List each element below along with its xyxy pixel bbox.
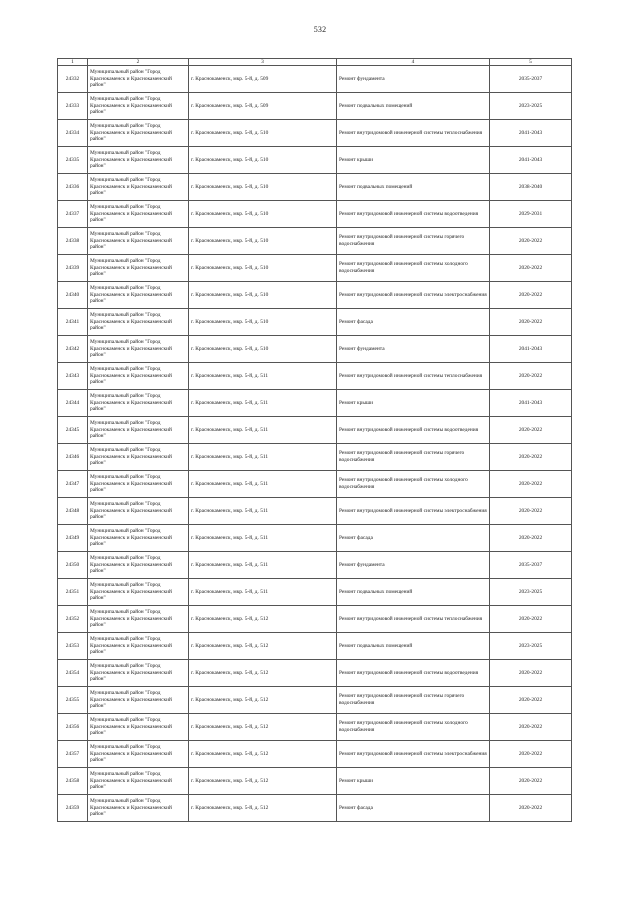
district-cell: Муниципальный район "Город Краснокаменск и Краснокаменский район" <box>88 525 189 552</box>
table-row <box>58 768 572 795</box>
work-type-cell: Ремонт внутридомовой инженерной системы холодного водоснабжения <box>337 255 490 282</box>
table-row <box>58 363 572 390</box>
row-number-cell: 24339 <box>58 255 88 282</box>
work-type-cell: Ремонт внутридомовой инженерной системы электроснабжения <box>337 741 490 768</box>
period-cell: 2020-2022 <box>490 795 572 822</box>
row-number-cell: 24353 <box>58 633 88 660</box>
row-number-cell: 24349 <box>58 525 88 552</box>
table-row <box>58 687 572 714</box>
period-cell: 2041-2043 <box>490 336 572 363</box>
period-cell: 2020-2022 <box>490 417 572 444</box>
table-row <box>58 714 572 741</box>
period-cell: 2023-2025 <box>490 93 572 120</box>
period-cell: 2020-2022 <box>490 714 572 741</box>
table-row <box>58 390 572 417</box>
row-number-cell: 24347 <box>58 471 88 498</box>
period-cell: 2041-2043 <box>490 120 572 147</box>
address-cell: г. Краснокаменск, мкр. 5-й, д. 509 <box>189 93 337 120</box>
row-number-cell: 24346 <box>58 444 88 471</box>
period-cell: 2041-2043 <box>490 390 572 417</box>
work-type-cell: Ремонт внутридомовой инженерной системы горячего водоснабжения <box>337 228 490 255</box>
district-cell: Муниципальный район "Город Краснокаменск и Краснокаменский район" <box>88 120 189 147</box>
address-cell: г. Краснокаменск, мкр. 5-й, д. 510 <box>189 174 337 201</box>
table-row <box>58 255 572 282</box>
row-number-cell: 24345 <box>58 417 88 444</box>
column-header-district: 2 <box>88 59 189 66</box>
table-row <box>58 633 572 660</box>
address-cell: г. Краснокаменск, мкр. 5-й, д. 511 <box>189 417 337 444</box>
period-cell: 2020-2022 <box>490 255 572 282</box>
column-header-address: 3 <box>189 59 337 66</box>
column-header-number: 1 <box>58 59 88 66</box>
period-cell: 2020-2022 <box>490 444 572 471</box>
row-number-cell: 24354 <box>58 660 88 687</box>
district-cell: Муниципальный район "Город Краснокаменск и Краснокаменский район" <box>88 795 189 822</box>
work-type-cell: Ремонт крыши <box>337 147 490 174</box>
period-cell: 2020-2022 <box>490 363 572 390</box>
work-type-cell: Ремонт внутридомовой инженерной системы теплоснабжения <box>337 120 490 147</box>
table-row <box>58 606 572 633</box>
address-cell: г. Краснокаменск, мкр. 5-й, д. 510 <box>189 309 337 336</box>
table-row <box>58 471 572 498</box>
district-cell: Муниципальный район "Город Краснокаменск и Краснокаменский район" <box>88 174 189 201</box>
work-type-cell: Ремонт внутридомовой инженерной системы холодного водоснабжения <box>337 714 490 741</box>
row-number-cell: 24336 <box>58 174 88 201</box>
address-cell: г. Краснокаменск, мкр. 5-й, д. 510 <box>189 120 337 147</box>
row-number-cell: 24357 <box>58 741 88 768</box>
table-row <box>58 579 572 606</box>
district-cell: Муниципальный район "Город Краснокаменск и Краснокаменский район" <box>88 633 189 660</box>
period-cell: 2020-2022 <box>490 525 572 552</box>
period-cell: 2020-2022 <box>490 498 572 525</box>
page-number: 532 <box>313 25 327 34</box>
work-type-cell: Ремонт фасада <box>337 525 490 552</box>
work-type-cell: Ремонт внутридомовой инженерной системы электроснабжения <box>337 498 490 525</box>
table-row <box>58 309 572 336</box>
table-row <box>58 525 572 552</box>
work-type-cell: Ремонт подвальных помещений <box>337 579 490 606</box>
table-body <box>58 66 572 822</box>
work-type-cell: Ремонт внутридомовой инженерной системы холодного водоснабжения <box>337 471 490 498</box>
address-cell: г. Краснокаменск, мкр. 5-й, д. 512 <box>189 795 337 822</box>
work-type-cell: Ремонт подвальных помещений <box>337 174 490 201</box>
row-number-cell: 24355 <box>58 687 88 714</box>
district-cell: Муниципальный район "Город Краснокаменск и Краснокаменский район" <box>88 714 189 741</box>
address-cell: г. Краснокаменск, мкр. 5-й, д. 512 <box>189 633 337 660</box>
column-header-period: 5 <box>490 59 572 66</box>
district-cell: Муниципальный район "Город Краснокаменск и Краснокаменский район" <box>88 498 189 525</box>
table-row <box>58 336 572 363</box>
period-cell: 2023-2025 <box>490 633 572 660</box>
district-cell: Муниципальный район "Город Краснокаменск и Краснокаменский район" <box>88 336 189 363</box>
table-row <box>58 201 572 228</box>
address-cell: г. Краснокаменск, мкр. 5-й, д. 511 <box>189 363 337 390</box>
row-number-cell: 24343 <box>58 363 88 390</box>
row-number-cell: 24335 <box>58 147 88 174</box>
work-type-cell: Ремонт внутридомовой инженерной системы горячего водоснабжения <box>337 687 490 714</box>
district-cell: Муниципальный район "Город Краснокаменск и Краснокаменский район" <box>88 660 189 687</box>
row-number-cell: 24344 <box>58 390 88 417</box>
district-cell: Муниципальный район "Город Краснокаменск и Краснокаменский район" <box>88 390 189 417</box>
address-cell: г. Краснокаменск, мкр. 5-й, д. 512 <box>189 687 337 714</box>
period-cell: 2035-2037 <box>490 66 572 93</box>
district-cell: Муниципальный район "Город Краснокаменск и Краснокаменский район" <box>88 768 189 795</box>
row-number-cell: 24351 <box>58 579 88 606</box>
row-number-cell: 24337 <box>58 201 88 228</box>
table-header <box>58 59 572 66</box>
address-cell: г. Краснокаменск, мкр. 5-й, д. 510 <box>189 336 337 363</box>
table-row <box>58 417 572 444</box>
district-cell: Муниципальный район "Город Краснокаменск и Краснокаменский район" <box>88 444 189 471</box>
work-type-cell: Ремонт фундамента <box>337 552 490 579</box>
period-cell: 2023-2025 <box>490 579 572 606</box>
district-cell: Муниципальный район "Город Краснокаменск и Краснокаменский район" <box>88 606 189 633</box>
period-cell: 2020-2022 <box>490 471 572 498</box>
period-cell: 2020-2022 <box>490 282 572 309</box>
table-row <box>58 444 572 471</box>
work-type-cell: Ремонт подвальных помещений <box>337 93 490 120</box>
row-number-cell: 24348 <box>58 498 88 525</box>
period-cell: 2020-2022 <box>490 228 572 255</box>
work-type-cell: Ремонт внутридомовой инженерной системы горячего водоснабжения <box>337 444 490 471</box>
row-number-cell: 24358 <box>58 768 88 795</box>
period-cell: 2035-2037 <box>490 552 572 579</box>
district-cell: Муниципальный район "Город Краснокаменск и Краснокаменский район" <box>88 417 189 444</box>
table-row <box>58 147 572 174</box>
table-row <box>58 228 572 255</box>
district-cell: Муниципальный район "Город Краснокаменск и Краснокаменский район" <box>88 579 189 606</box>
row-number-cell: 24333 <box>58 93 88 120</box>
work-type-cell: Ремонт крыши <box>337 390 490 417</box>
district-cell: Муниципальный район "Город Краснокаменск и Краснокаменский район" <box>88 93 189 120</box>
address-cell: г. Краснокаменск, мкр. 5-й, д. 511 <box>189 498 337 525</box>
row-number-cell: 24359 <box>58 795 88 822</box>
address-cell: г. Краснокаменск, мкр. 5-й, д. 512 <box>189 741 337 768</box>
row-number-cell: 24340 <box>58 282 88 309</box>
period-cell: 2029-2031 <box>490 201 572 228</box>
work-type-cell: Ремонт внутридомовой инженерной системы теплоснабжения <box>337 363 490 390</box>
district-cell: Муниципальный район "Город Краснокаменск и Краснокаменский район" <box>88 552 189 579</box>
row-number-cell: 24352 <box>58 606 88 633</box>
district-cell: Муниципальный район "Город Краснокаменск и Краснокаменский район" <box>88 66 189 93</box>
address-cell: г. Краснокаменск, мкр. 5-й, д. 512 <box>189 714 337 741</box>
repair-schedule-table <box>57 58 572 822</box>
table-row <box>58 120 572 147</box>
work-type-cell: Ремонт внутридомовой инженерной системы водоотведения <box>337 660 490 687</box>
work-type-cell: Ремонт внутридомовой инженерной системы водоотведения <box>337 417 490 444</box>
address-cell: г. Краснокаменск, мкр. 5-й, д. 511 <box>189 471 337 498</box>
period-cell: 2020-2022 <box>490 660 572 687</box>
work-type-cell: Ремонт внутридомовой инженерной системы электроснабжения <box>337 282 490 309</box>
row-number-cell: 24341 <box>58 309 88 336</box>
period-cell: 2020-2022 <box>490 687 572 714</box>
address-cell: г. Краснокаменск, мкр. 5-й, д. 512 <box>189 660 337 687</box>
work-type-cell: Ремонт крыши <box>337 768 490 795</box>
address-cell: г. Краснокаменск, мкр. 5-й, д. 511 <box>189 525 337 552</box>
work-type-cell: Ремонт фундамента <box>337 66 490 93</box>
row-number-cell: 24332 <box>58 66 88 93</box>
district-cell: Муниципальный район "Город Краснокаменск и Краснокаменский район" <box>88 741 189 768</box>
district-cell: Муниципальный район "Город Краснокаменск и Краснокаменский район" <box>88 228 189 255</box>
district-cell: Муниципальный район "Город Краснокаменск и Краснокаменский район" <box>88 471 189 498</box>
header-row <box>58 59 572 66</box>
work-type-cell: Ремонт внутридомовой инженерной системы теплоснабжения <box>337 606 490 633</box>
district-cell: Муниципальный район "Город Краснокаменск и Краснокаменский район" <box>88 147 189 174</box>
row-number-cell: 24350 <box>58 552 88 579</box>
address-cell: г. Краснокаменск, мкр. 5-й, д. 509 <box>189 66 337 93</box>
address-cell: г. Краснокаменск, мкр. 5-й, д. 510 <box>189 228 337 255</box>
period-cell: 2041-2043 <box>490 147 572 174</box>
period-cell: 2038-2040 <box>490 174 572 201</box>
district-cell: Муниципальный район "Город Краснокаменск и Краснокаменский район" <box>88 255 189 282</box>
address-cell: г. Краснокаменск, мкр. 5-й, д. 511 <box>189 579 337 606</box>
table-row <box>58 66 572 93</box>
period-cell: 2020-2022 <box>490 606 572 633</box>
table-row <box>58 741 572 768</box>
work-type-cell: Ремонт подвальных помещений <box>337 633 490 660</box>
work-type-cell: Ремонт фундамента <box>337 336 490 363</box>
table-row <box>58 93 572 120</box>
work-type-cell: Ремонт фасада <box>337 795 490 822</box>
period-cell: 2020-2022 <box>490 768 572 795</box>
address-cell: г. Краснокаменск, мкр. 5-й, д. 512 <box>189 606 337 633</box>
table-row <box>58 498 572 525</box>
table-row <box>58 660 572 687</box>
address-cell: г. Краснокаменск, мкр. 5-й, д. 511 <box>189 444 337 471</box>
district-cell: Муниципальный район "Город Краснокаменск и Краснокаменский район" <box>88 687 189 714</box>
row-number-cell: 24356 <box>58 714 88 741</box>
work-type-cell: Ремонт внутридомовой инженерной системы водоотведения <box>337 201 490 228</box>
address-cell: г. Краснокаменск, мкр. 5-й, д. 510 <box>189 147 337 174</box>
address-cell: г. Краснокаменск, мкр. 5-й, д. 512 <box>189 768 337 795</box>
period-cell: 2020-2022 <box>490 309 572 336</box>
period-cell: 2020-2022 <box>490 741 572 768</box>
address-cell: г. Краснокаменск, мкр. 5-й, д. 510 <box>189 201 337 228</box>
column-header-work-type: 4 <box>337 59 490 66</box>
row-number-cell: 24342 <box>58 336 88 363</box>
table-row <box>58 795 572 822</box>
work-type-cell: Ремонт фасада <box>337 309 490 336</box>
row-number-cell: 24338 <box>58 228 88 255</box>
district-cell: Муниципальный район "Город Краснокаменск и Краснокаменский район" <box>88 309 189 336</box>
row-number-cell: 24334 <box>58 120 88 147</box>
address-cell: г. Краснокаменск, мкр. 5-й, д. 510 <box>189 255 337 282</box>
district-cell: Муниципальный район "Город Краснокаменск и Краснокаменский район" <box>88 201 189 228</box>
table-row <box>58 552 572 579</box>
address-cell: г. Краснокаменск, мкр. 5-й, д. 511 <box>189 552 337 579</box>
district-cell: Муниципальный район "Город Краснокаменск и Краснокаменский район" <box>88 282 189 309</box>
table-row <box>58 174 572 201</box>
address-cell: г. Краснокаменск, мкр. 5-й, д. 510 <box>189 282 337 309</box>
address-cell: г. Краснокаменск, мкр. 5-й, д. 511 <box>189 390 337 417</box>
district-cell: Муниципальный район "Город Краснокаменск и Краснокаменский район" <box>88 363 189 390</box>
table-row <box>58 282 572 309</box>
